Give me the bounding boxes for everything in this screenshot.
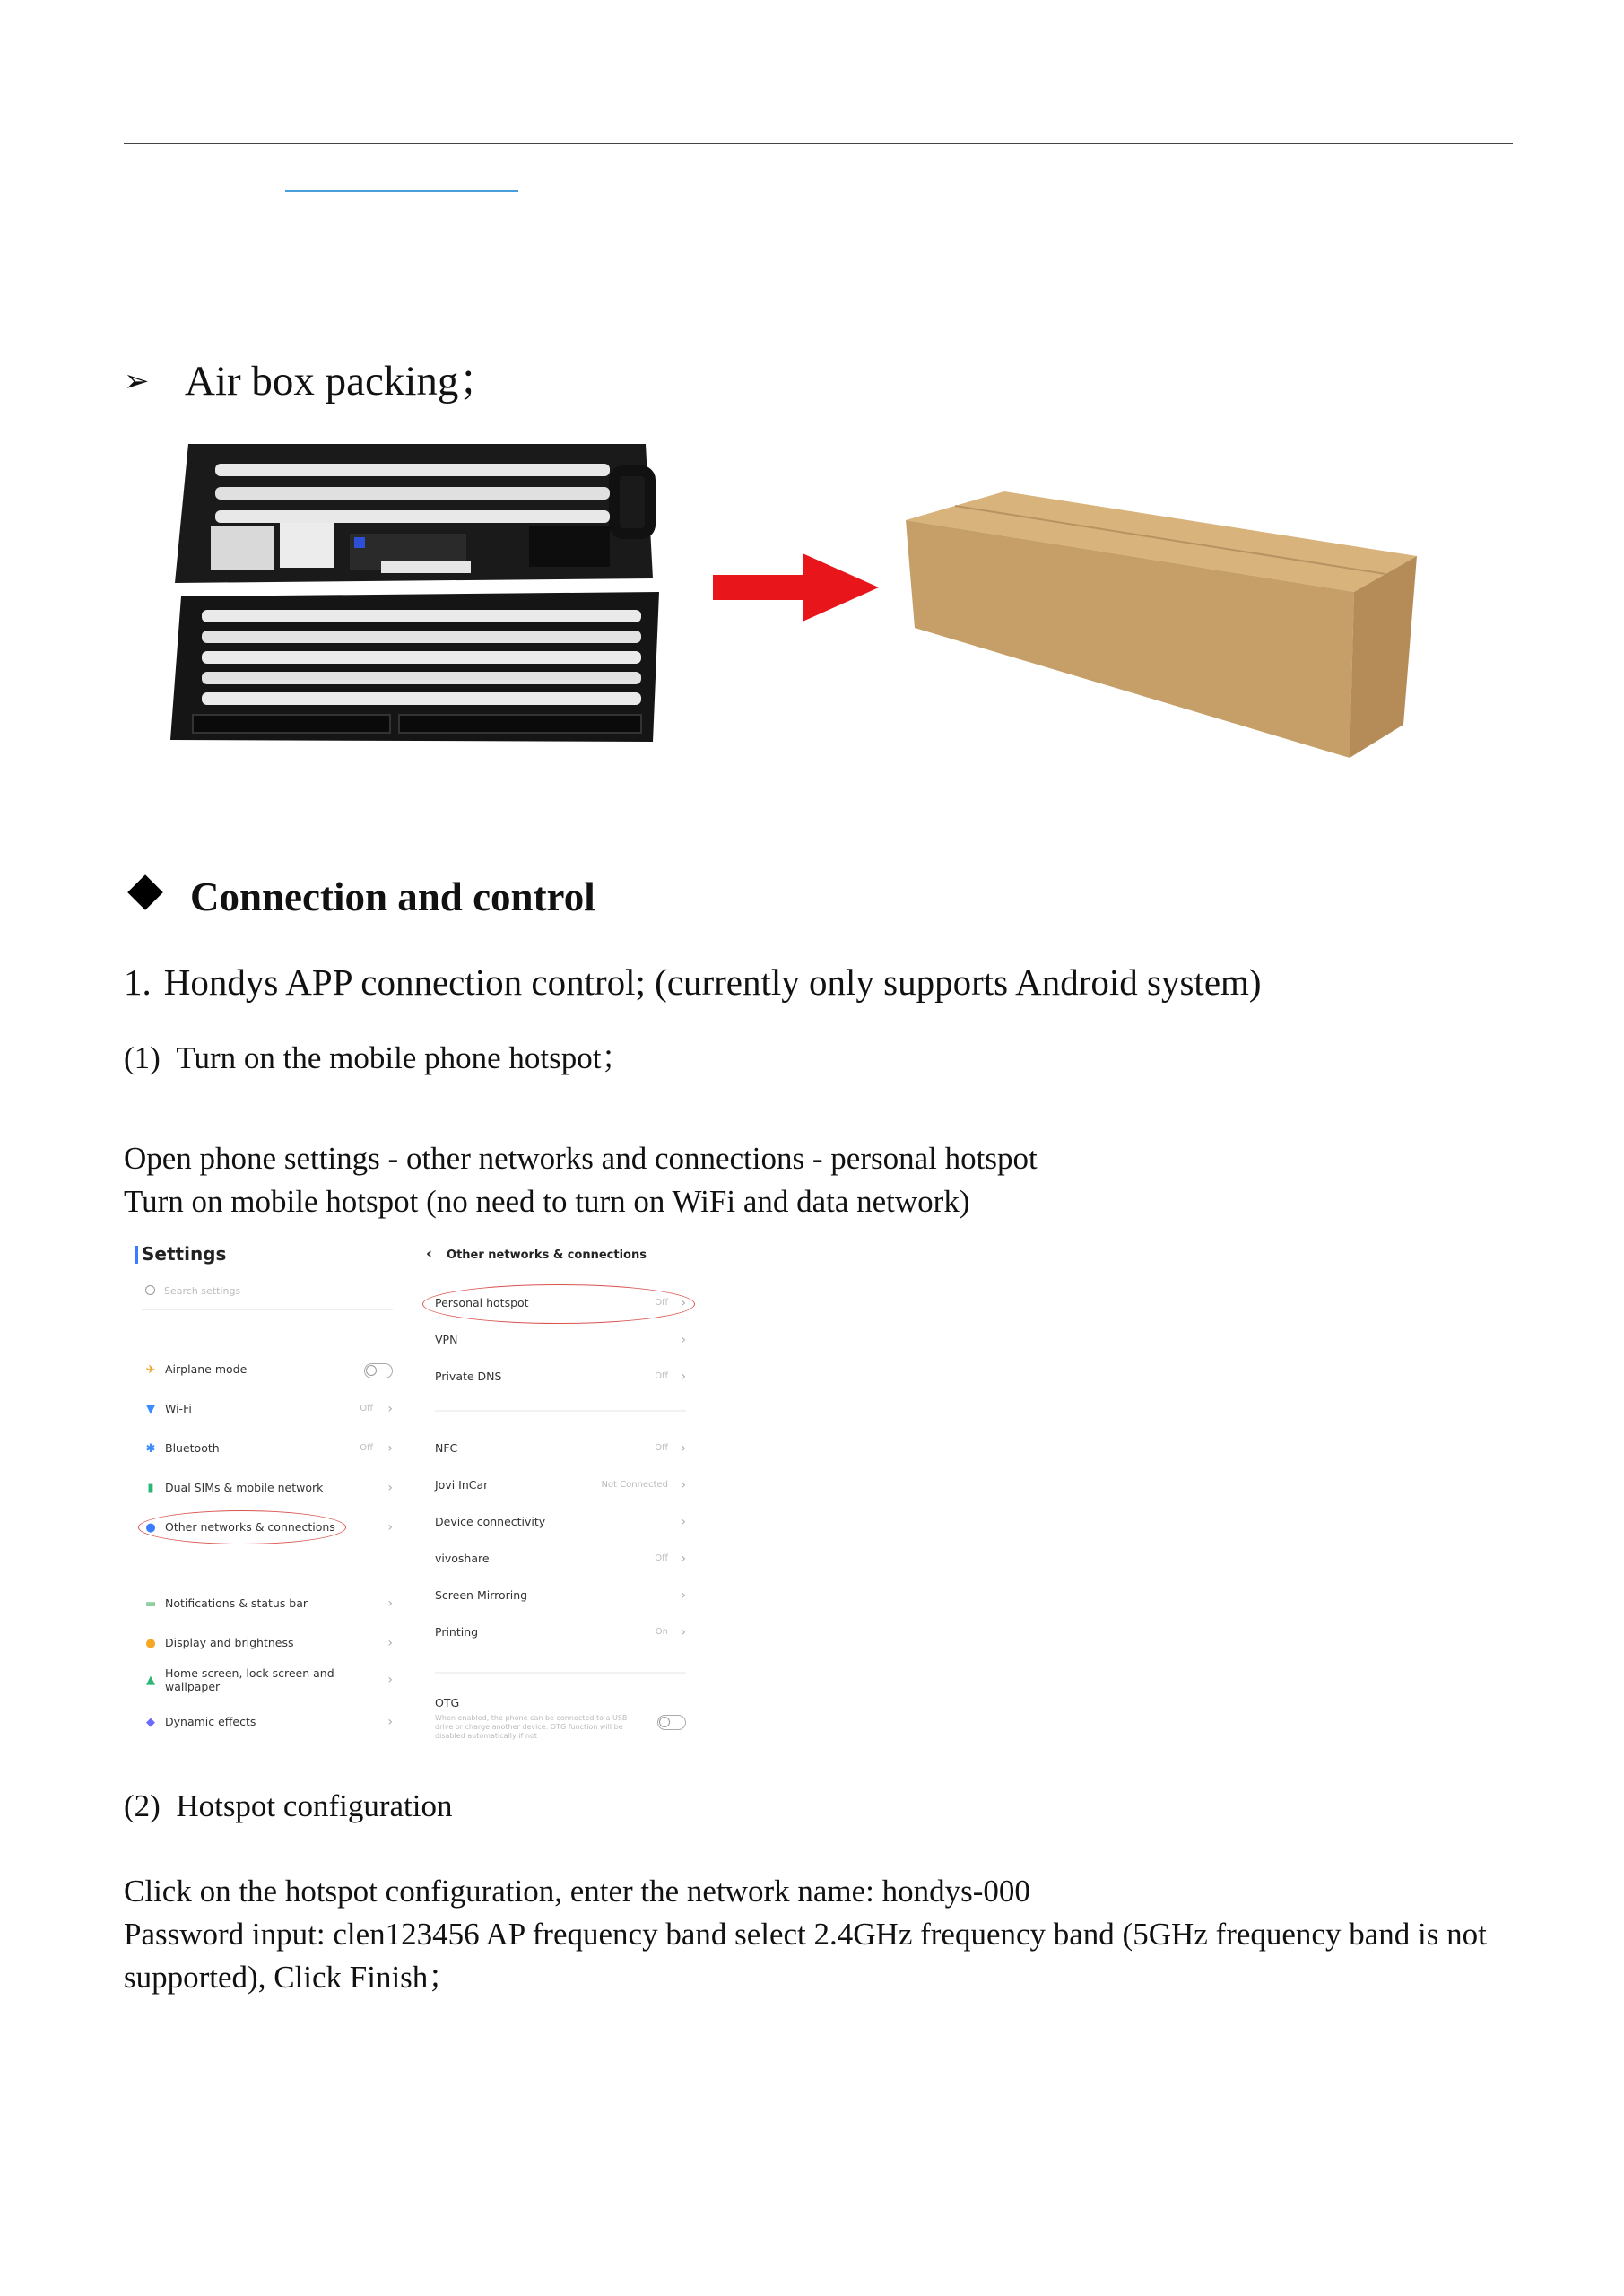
settings-item-airplane (145, 1360, 405, 1379)
otg-toggle (657, 1715, 686, 1730)
highlight-oval (422, 1284, 695, 1324)
chevron-right-icon: › (681, 1478, 686, 1492)
settings-item-notifications (145, 1594, 405, 1613)
arrowhead-bullet-icon: ➢ (124, 365, 150, 398)
wallpaper-icon: ▲ (146, 1674, 155, 1687)
otg-toggle-row (435, 1711, 686, 1731)
network-item-label: Screen Mirroring (435, 1588, 528, 1602)
chevron-right-icon: › (681, 1333, 686, 1347)
chevron-right-icon: › (681, 1588, 686, 1603)
back-arrow-icon: ‹ (426, 1245, 433, 1263)
air-box-heading (124, 354, 500, 409)
instruction-password: Password input: clen123456 AP frequency band select 2.4GHz frequency band (5GHz frequency band is not supported), Click Finish； (124, 1917, 1487, 1995)
settings-item-label: Airplane mode (165, 1362, 248, 1376)
settings-item-label: Notifications & status bar (165, 1596, 308, 1610)
other-networks-title-text: Other networks & connections (447, 1248, 647, 1262)
chevron-right-icon: › (387, 1441, 393, 1456)
other-networks-title (426, 1245, 647, 1263)
settings-item-label: Dual SIMs & mobile network (165, 1481, 324, 1494)
network-item-private-dns (435, 1367, 686, 1387)
settings-item-wifi (145, 1399, 405, 1419)
wifi-icon: ▼ (146, 1403, 155, 1416)
chevron-right-icon: › (387, 1481, 393, 1495)
cardboard-box-image (888, 484, 1426, 771)
search-icon (145, 1285, 155, 1295)
network-item-label: Jovi InCar (435, 1478, 489, 1492)
airplane-toggle (364, 1363, 393, 1378)
network-item-vpn (435, 1330, 686, 1350)
settings-title: Settings (142, 1243, 227, 1265)
instruction-network-name: Click on the hotspot configuration, enter the network name: hondys-000 (124, 1874, 1030, 1909)
section-heading (124, 870, 595, 924)
divider (435, 1672, 686, 1674)
network-icon: ● (145, 1521, 156, 1535)
settings-item-bluetooth (145, 1439, 405, 1458)
network-item-value: Off (655, 1553, 668, 1563)
network-item-label: Personal hotspot (435, 1296, 529, 1309)
instruction-open-settings: Open phone settings - other networks and connections - personal hotspot (124, 1141, 1038, 1176)
network-item-label: vivoshare (435, 1552, 490, 1565)
settings-item-value: Off (360, 1443, 373, 1453)
network-item-value: Off (655, 1371, 668, 1381)
chevron-right-icon: › (681, 1625, 686, 1639)
settings-item-label: Bluetooth (165, 1441, 220, 1455)
highlight-oval (138, 1510, 346, 1544)
chevron-right-icon: › (387, 1596, 393, 1611)
brightness-icon: ● (145, 1637, 156, 1650)
chevron-right-icon: › (387, 1715, 393, 1729)
chevron-right-icon: › (387, 1636, 393, 1650)
network-item-label: Device connectivity (435, 1515, 546, 1528)
diamond-bullet-icon (127, 874, 163, 910)
flight-case-image (161, 426, 673, 762)
settings-item-value: Off (360, 1404, 373, 1413)
red-arrow-icon (713, 553, 879, 622)
substep-1-number: (1) (124, 1040, 161, 1075)
notification-icon: ▬ (145, 1597, 157, 1611)
section-heading-text: Connection and control (190, 874, 595, 919)
network-item-value: On (655, 1627, 668, 1637)
substep-2 (124, 1785, 452, 1828)
airplane-icon: ✈ (145, 1363, 156, 1377)
settings-item-label: Display and brightness (165, 1636, 294, 1649)
network-item-device-connectivity (435, 1512, 686, 1532)
settings-item-label: Home screen, lock screen and wallpaper (165, 1666, 334, 1693)
bluetooth-icon: ✱ (145, 1442, 156, 1456)
network-item-jovi-incar (435, 1475, 686, 1495)
search-placeholder: Search settings (164, 1285, 241, 1297)
step-number: 1. (124, 961, 152, 1003)
divider (435, 1410, 686, 1412)
network-item-vivoshare (435, 1549, 686, 1569)
chevron-right-icon: › (681, 1515, 686, 1529)
network-item-value: Off (655, 1298, 668, 1308)
substep-1 (124, 1037, 632, 1080)
phone-settings-screenshot (135, 1236, 695, 1774)
substep-2-number: (2) (124, 1788, 161, 1823)
instruction-turn-on-hotspot: Turn on mobile hotspot (no need to turn on WiFi and data network) (124, 1184, 970, 1219)
chevron-right-icon: › (681, 1296, 686, 1310)
settings-item-label: Other networks & connections (165, 1520, 335, 1534)
chevron-right-icon: › (681, 1441, 686, 1456)
network-item-nfc (435, 1439, 686, 1458)
header-rule (124, 143, 1513, 144)
chevron-right-icon: › (387, 1402, 393, 1416)
substep-2-text: Hotspot configuration (176, 1788, 453, 1823)
chevron-right-icon: › (387, 1673, 393, 1687)
settings-item-dynamic-effects (145, 1712, 405, 1732)
network-item-value: Not Connected (601, 1480, 668, 1490)
settings-search (142, 1285, 393, 1310)
network-item-printing (435, 1622, 686, 1642)
substep-1-text: Turn on the mobile phone hotspot； (176, 1040, 633, 1075)
network-item-value: Off (655, 1443, 668, 1453)
network-item-label: VPN (435, 1333, 458, 1346)
signal-icon: ▮ (147, 1482, 154, 1495)
effects-icon: ◆ (146, 1716, 155, 1729)
air-box-heading-text: Air box packing； (185, 358, 501, 404)
network-item-label: Printing (435, 1625, 479, 1639)
chevron-right-icon: › (387, 1520, 393, 1535)
network-item-screen-mirroring (435, 1586, 686, 1605)
otg-description: When enabled, the phone can be connected to a USB drive or charge another device. OTG function will be disabled automatically if not (435, 1714, 628, 1740)
chevron-right-icon: › (681, 1370, 686, 1384)
network-item-otg (435, 1693, 686, 1713)
network-item-label: OTG (435, 1696, 460, 1709)
settings-item-label: Dynamic effects (165, 1715, 256, 1728)
network-item-label: NFC (435, 1441, 458, 1455)
step-heading-text: Hondys APP connection control; (currently only supports Android system) (163, 961, 1262, 1003)
chevron-right-icon: › (681, 1552, 686, 1566)
settings-item-display (145, 1633, 405, 1653)
settings-item-home-screen (145, 1666, 405, 1697)
header-link-underline (285, 190, 518, 192)
settings-item-label: Wi-Fi (165, 1402, 192, 1415)
settings-item-dual-sims (145, 1478, 405, 1498)
network-item-label: Private DNS (435, 1370, 502, 1383)
step-heading (124, 955, 1262, 1009)
